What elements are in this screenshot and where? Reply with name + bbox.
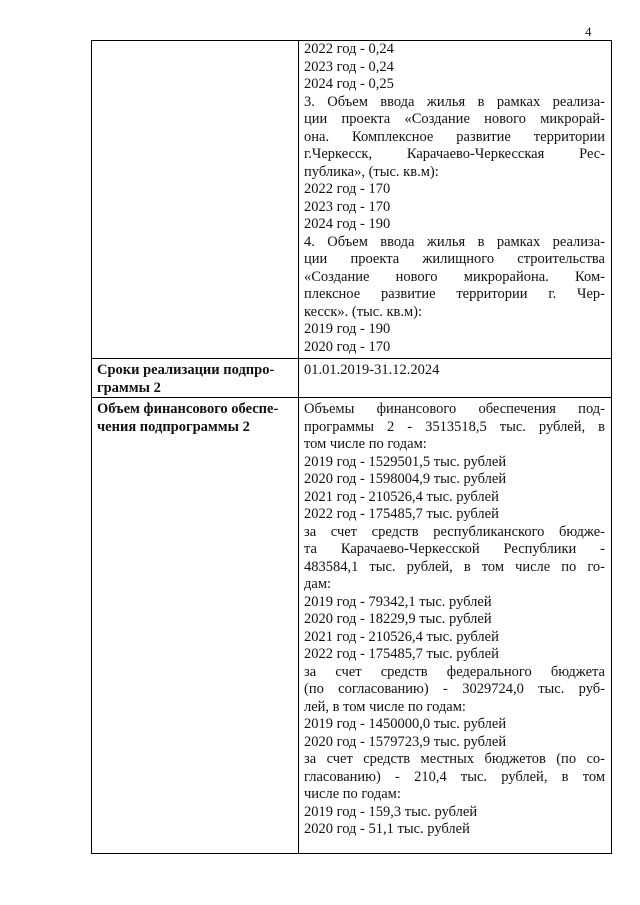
- text-line: кесск». (тыс. кв.м):: [304, 303, 423, 320]
- row-label: Объем финансового обеспе-чения подпрограммы 2: [97, 401, 279, 435]
- subprogram-passport-table: [91, 40, 612, 854]
- value-lines: [299, 398, 611, 839]
- row-1-label-cell: [92, 41, 299, 359]
- text-line: 483584,1 тыс. рублей, в том числе по го-: [304, 558, 605, 575]
- text-line: 2020 год - 1579723,9 тыс. рублей: [304, 733, 507, 750]
- text-line: г.Черкесск, Карачаево-Черкесская Рес-: [304, 146, 605, 162]
- text-line: ции проекта жилищного строительства: [304, 251, 605, 267]
- text-line: 2020 год - 18229,9 тыс. рублей: [304, 611, 492, 627]
- text-line: 2019 год - 190: [304, 321, 391, 337]
- text-line: 2023 год - 170: [304, 198, 391, 215]
- value-lines: [299, 359, 611, 380]
- text-line: та Карачаево-Черкесской Республики -: [304, 541, 605, 557]
- text-line: 2019 год - 1450000,0 тыс. рублей: [304, 716, 507, 732]
- text-line: за счет средств местных бюджетов (по со-: [304, 751, 605, 767]
- text-line: 2020 год - 1598004,9 тыс. рублей: [304, 471, 507, 487]
- table-row-implementation-period: [92, 359, 612, 398]
- text-line: 2019 год - 1529501,5 тыс. рублей: [304, 453, 507, 470]
- text-line: 2024 год - 190: [304, 216, 391, 232]
- text-line: 2022 год - 170: [304, 181, 391, 197]
- row-3-label-cell: [92, 398, 299, 854]
- value-lines: [299, 41, 611, 356]
- text-line: 2019 год - 79342,1 тыс. рублей: [304, 593, 492, 610]
- text-line: 01.01.2019-31.12.2024: [304, 362, 440, 378]
- text-line: она. Комплексное развитие территории: [304, 128, 605, 145]
- text-line: публика», (тыс. кв.м):: [304, 163, 439, 180]
- text-line: 2024 год - 0,25: [304, 76, 394, 92]
- row-2-label-cell: [92, 359, 299, 398]
- text-line: 2021 год - 210526,4 тыс. рублей: [304, 488, 499, 505]
- row-label: [92, 41, 298, 43]
- text-line: 4. Объем ввода жилья в рамках реализа-: [304, 233, 605, 250]
- text-line: том числе по годам:: [304, 436, 427, 452]
- text-line: «Создание нового микрорайона. Ком-: [304, 268, 605, 285]
- text-line: 2019 год - 159,3 тыс. рублей: [304, 803, 478, 820]
- text-line: Объемы финансового обеспечения под-: [304, 401, 605, 417]
- text-line: (по согласованию) - 3029724,0 тыс. руб-: [304, 681, 605, 697]
- text-line: за счет средств республиканского бюдже-: [304, 523, 605, 540]
- row-3-value-cell: [299, 398, 612, 854]
- table-row-financing-volume: [92, 398, 612, 854]
- row-1-value-cell: [299, 41, 612, 359]
- row-2-value-cell: [299, 359, 612, 398]
- text-line: ции проекта «Создание нового микрорай-: [304, 111, 605, 127]
- text-line: 3. Объем ввода жилья в рамках реализа-: [304, 93, 605, 110]
- text-line: 2021 год - 210526,4 тыс. рублей: [304, 628, 499, 645]
- text-line: плексное развитие территории г. Чер-: [304, 286, 605, 302]
- text-line: 2023 год - 0,24: [304, 58, 394, 75]
- text-line: 2022 год - 175485,7 тыс. рублей: [304, 506, 499, 522]
- text-line: числе по годам:: [304, 786, 401, 802]
- page-number: 4: [585, 24, 592, 39]
- text-line: 2020 год - 51,1 тыс. рублей: [304, 821, 470, 837]
- text-line: дам:: [304, 576, 332, 592]
- text-line: лей, в том числе по годам:: [304, 698, 466, 715]
- text-line: 2022 год - 175485,7 тыс. рублей: [304, 646, 499, 662]
- text-line: программы 2 - 3513518,5 тыс. рублей, в: [304, 418, 605, 435]
- text-line: за счет средств федерального бюджета: [304, 663, 605, 680]
- row-label: Сроки реализации подпро-граммы 2: [97, 362, 275, 396]
- text-line: гласованию) - 210,4 тыс. рублей, в том: [304, 768, 605, 785]
- table-row-indicators: [92, 41, 612, 359]
- text-line: 2020 год - 170: [304, 338, 391, 355]
- text-line: 2022 год - 0,24: [304, 41, 394, 57]
